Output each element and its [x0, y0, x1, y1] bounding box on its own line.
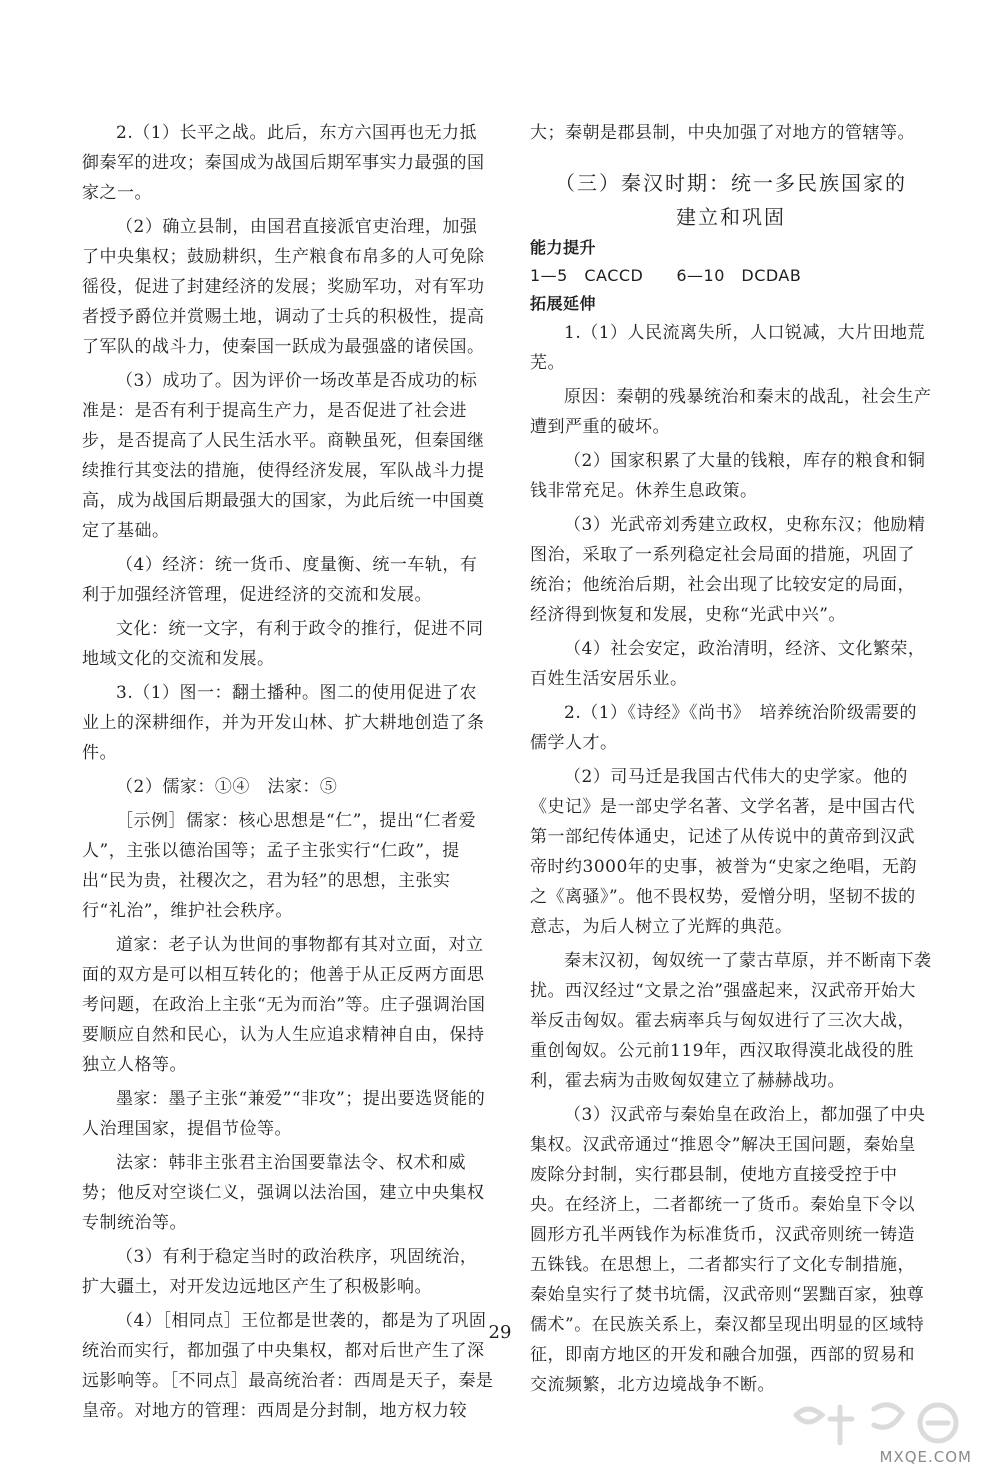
left-paragraph-1: （2）确立县制，由国君直接派官吏治理，加强了中央集权；鼓励耕织，生产粮食布帛多的人可免除徭役，促进了封建经济的发展；奖励军功，对有军功者授予爵位并赏赐土地，调动了士兵的积极性，提高了军队的战斗力，使秦国一跃成为最强盛的诸侯国。	[82, 217, 485, 357]
left-paragraph-8: 道家：老子认为世间的事物都有其对立面，对立面的双方是可以相互转化的；他善于从正反两方面思考问题，在政治上主张“无为而治”等。庄子强调治国要顺应自然和民心，认为人生应追求精神自由，保持独立人格等。	[82, 935, 486, 1075]
section-title-line-2: 建立和巩固	[676, 205, 786, 229]
left-paragraph-4: 文化：统一文字，有利于政令的推行，促进不同地域文化的交流和发展。	[82, 619, 484, 669]
right-column	[530, 118, 932, 1400]
right-paragraph-8: （3）汉武帝与秦始皇在政治上，都加强了中央集权。汉武帝通过“推恩令”解决王国问题，秦始皇废除分封制，实行郡县制，使地方直接受控于中央。在经济上，二者都统一了货币。秦始皇下令以圆形方孔半两钱作为标准货币，汉武帝则统一铸造五铢钱。在思想上，二者都实行了文化专制措施，秦始皇实行了焚书坑儒，汉武帝则“罢黜百家，独尊儒术”。在民族关系上，秦汉都呈现出明显的区域特征，即南方地区的开发和融合加强，西部的贸易和交流频繁，北方边境战争不断。	[530, 1105, 926, 1395]
right-paragraph-1: 原因：秦朝的残暴统治和秦末的战乱，社会生产遭到严重的破坏。	[530, 387, 932, 437]
section-title	[530, 166, 932, 234]
right-paragraph-7: 秦末汉初，匈奴统一了蒙古草原，并不断南下袭扰。西汉经过“文景之治”强盛起来，汉武帝开始大举反击匈奴。霍去病率兵与匈奴进行了三次大战，重创匈奴。公元前119年，西汉取得漠北战役的胜利，霍去病为击败匈奴建立了赫赫战功。	[530, 951, 932, 1091]
right-paragraph-5: 2.（1）《诗经》《尚书》 培养统治阶级需要的儒学人才。	[530, 703, 918, 753]
left-paragraph-9: 墨家：墨子主张“兼爱”“非攻”；提出要选贤能的人治理国家，提倡节俭等。	[82, 1089, 486, 1139]
left-paragraph-7: ［示例］儒家：核心思想是“仁”，提出“仁者爱人”，主张以德治国等；孟子主张实行“仁政”，提出“民为贵，社稷次之，君为轻”的思想，主张实行“礼治”，维护社会秩序。	[82, 811, 477, 921]
right-paragraph-2: （2）国家积累了大量的钱粮，库存的粮食和铜钱非常充足。休养生息政策。	[530, 451, 926, 501]
left-paragraph-11: （3）有利于稳定当时的政治秩序，巩固统治，扩大疆土，对开发边远地区产生了积极影响。	[82, 1247, 478, 1297]
section-title-line-1: （三）秦汉时期：统一多民族国家的	[555, 171, 907, 195]
right-paragraph-4: （4）社会安定，政治清明，经济、文化繁荣，百姓生活安居乐业。	[530, 639, 926, 689]
right-paragraph-6: （2）司马迁是我国古代伟大的史学家。他的《史记》是一部史学名著、文学名著，是中国古代第一部纪传体通史，记述了从传说中的黄帝到汉武帝时约3000年的史事，被誉为“史家之绝唱，无韵之《离骚》”。他不畏权势，爱憎分明，坚韧不拔的意志，为后人树立了光辉的典范。	[530, 767, 917, 937]
left-paragraph-2: （3）成功了。因为评价一场改革是否成功的标准是：是否有利于提高生产力，是否促进了社会进步，是否提高了人民生活水平。商鞅虽死，但秦国继续推行其变法的措施，使得经济发展，军队战斗力提高，成为战国后期最强大的国家，为此后统一中国奠定了基础。	[82, 371, 485, 541]
watermark-text: MXQE.COM	[879, 1448, 972, 1466]
right-continuation: 大；秦朝是郡县制，中央加强了对地方的管辖等。	[530, 123, 915, 143]
left-paragraph-12: （4）［相同点］王位都是世袭的，都是为了巩固统治而实行，都加强了中央集权，都对后世产生了深远影响等。［不同点］最高统治者：西周是天子，秦是皇帝。对地方的管理：西周是分封制，地方权力较	[82, 1311, 494, 1421]
page-number: 29	[488, 1322, 512, 1343]
left-paragraph-0: 2.（1）长平之战。此后，东方六国再也无力抵御秦军的进攻；秦国成为战国后期军事实力最强的国家之一。	[82, 123, 485, 203]
right-paragraph-0: 1.（1）人民流离失所，人口锐减，大片田地荒芜。	[530, 323, 926, 373]
left-paragraph-5: 3.（1）图一：翻土播种。图二的使用促进了农业上的深耕细作，并为开发山林、扩大耕地创造了条件。	[82, 683, 485, 763]
left-paragraph-6: （2）儒家：①④ 法家：⑤	[116, 777, 338, 797]
left-column	[82, 118, 494, 1426]
left-paragraph-3: （4）经济：统一货币、度量衡、统一车轨，有利于加强经济管理，促进经济的交流和发展。	[82, 555, 478, 605]
right-paragraph-3: （3）光武帝刘秀建立政权，史称东汉；他励精图治，采取了一系列稳定社会局面的措施，巩固了统治；他统治后期，社会出现了比较安定的局面，经济得到恢复和发展，史称“光武中兴”。	[530, 515, 926, 625]
choice-answers: 1—5 CACCD 6—10 DCDAB	[530, 266, 802, 285]
extend-heading: 拓展延伸	[530, 294, 597, 313]
left-paragraph-10: 法家：韩非主张君主治国要靠法令、权术和威势；他反对空谈仁义，强调以法治国，建立中央集权专制统治等。	[82, 1153, 485, 1233]
ability-heading: 能力提升	[530, 238, 597, 257]
